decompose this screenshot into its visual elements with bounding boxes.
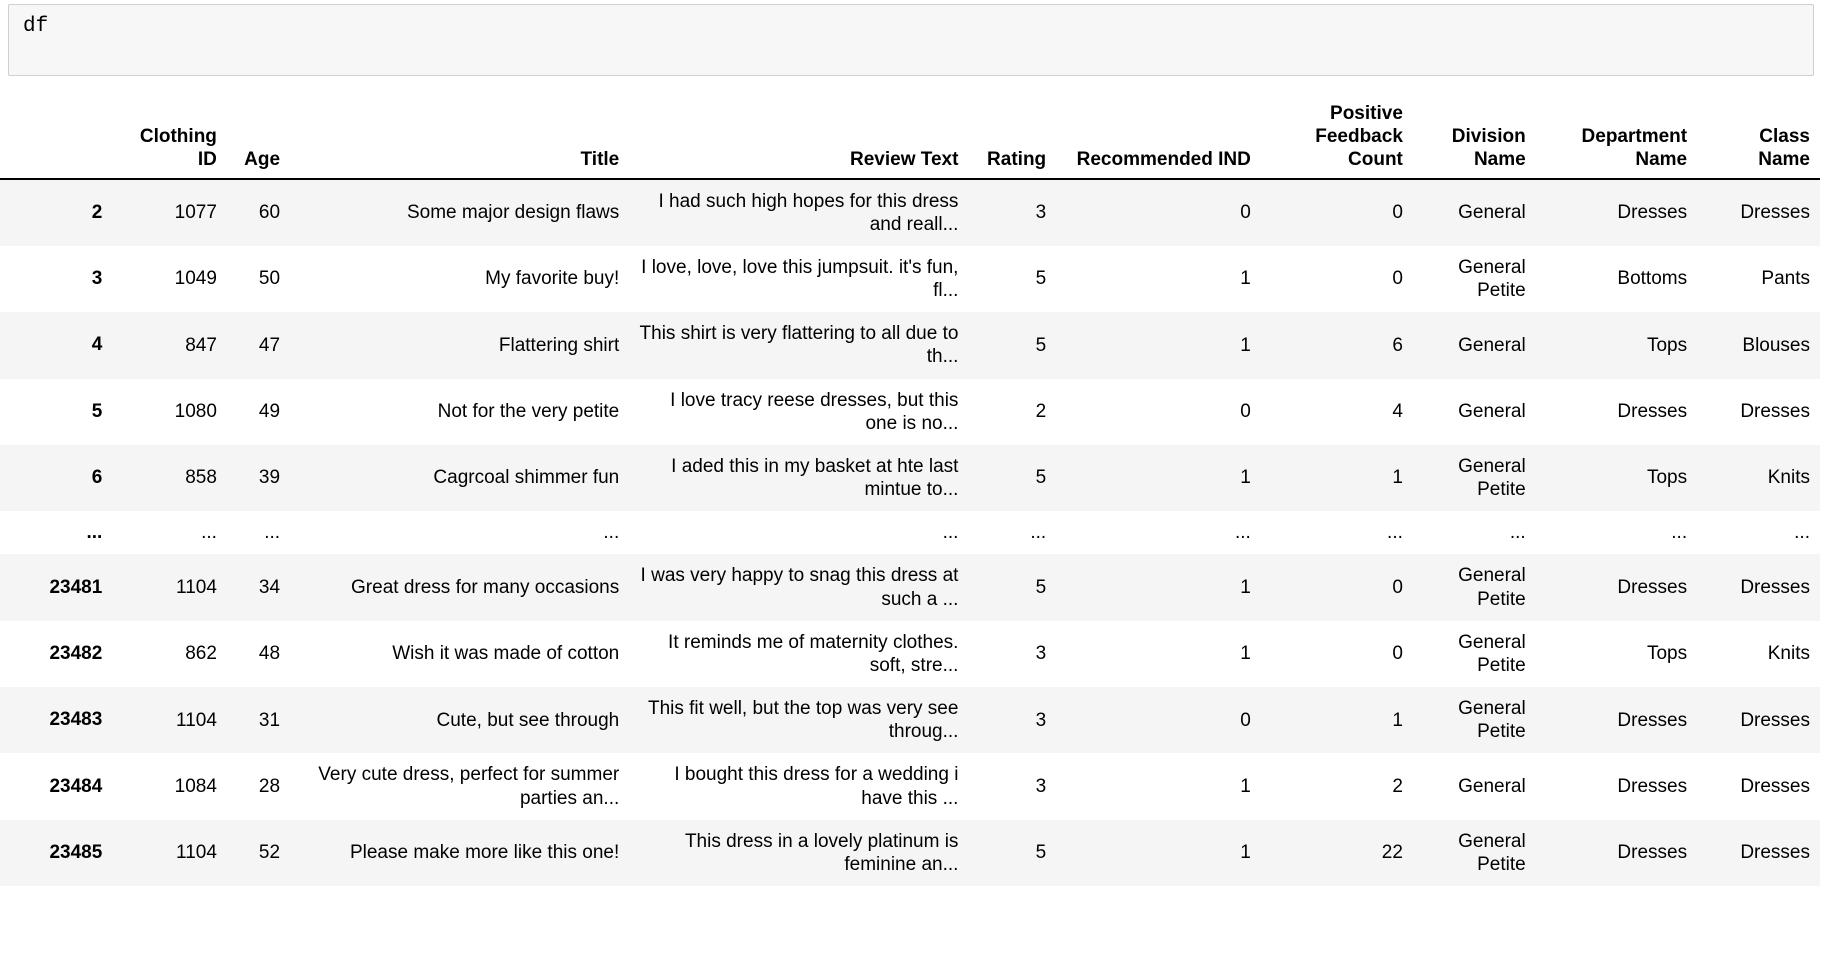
cell-review-text: I had such high hopes for this dress and reall... (629, 179, 968, 246)
cell-title: Cute, but see through (290, 687, 629, 753)
code-input[interactable]: df (23, 15, 49, 38)
cell-class-name: Dresses (1697, 820, 1820, 886)
cell-clothing-id: 847 (112, 312, 227, 378)
cell-rating: 3 (968, 687, 1056, 753)
cell-department-name: Dresses (1536, 820, 1697, 886)
row-index: 23484 (0, 753, 112, 819)
cell-recommended-ind: ... (1056, 511, 1261, 554)
column-header-clothing-id: Clothing ID (112, 96, 227, 179)
cell-title: Please make more like this one! (290, 820, 629, 886)
cell-class-name: Knits (1697, 621, 1820, 687)
cell-clothing-id: 1104 (112, 820, 227, 886)
cell-department-name: Tops (1536, 621, 1697, 687)
table-row (0, 554, 1820, 620)
cell-division-name: General Petite (1413, 246, 1536, 312)
cell-positive-feedback-count: ... (1261, 511, 1413, 554)
cell-class-name: Dresses (1697, 379, 1820, 445)
cell-positive-feedback-count: 22 (1261, 820, 1413, 886)
cell-positive-feedback-count: 0 (1261, 621, 1413, 687)
cell-title: Not for the very petite (290, 379, 629, 445)
table-row (0, 312, 1820, 378)
cell-review-text: I aded this in my basket at hte last mintue to... (629, 445, 968, 511)
row-index: 23481 (0, 554, 112, 620)
cell-department-name: Bottoms (1536, 246, 1697, 312)
cell-clothing-id: 1077 (112, 179, 227, 246)
column-header-rating: Rating (968, 96, 1056, 179)
cell-department-name: Dresses (1536, 379, 1697, 445)
row-index: ... (0, 511, 112, 554)
cell-positive-feedback-count: 6 (1261, 312, 1413, 378)
cell-department-name: Dresses (1536, 687, 1697, 753)
cell-rating: 5 (968, 312, 1056, 378)
cell-age: 39 (227, 445, 290, 511)
cell-rating: 2 (968, 379, 1056, 445)
column-header-positive-feedback-count: Positive Feedback Count (1261, 96, 1413, 179)
column-header-index (0, 96, 112, 179)
column-header-review-text: Review Text (629, 96, 968, 179)
cell-class-name: Dresses (1697, 554, 1820, 620)
cell-age: 49 (227, 379, 290, 445)
cell-positive-feedback-count: 1 (1261, 687, 1413, 753)
column-header-age: Age (227, 96, 290, 179)
row-index: 2 (0, 179, 112, 246)
cell-review-text: This shirt is very flattering to all due to th... (629, 312, 968, 378)
cell-department-name: Tops (1536, 312, 1697, 378)
cell-review-text: This fit well, but the top was very see throug... (629, 687, 968, 753)
cell-title: ... (290, 511, 629, 554)
table-row (0, 687, 1820, 753)
cell-positive-feedback-count: 0 (1261, 246, 1413, 312)
cell-rating: 3 (968, 621, 1056, 687)
header-row (0, 96, 1820, 179)
cell-title: Cagrcoal shimmer fun (290, 445, 629, 511)
cell-division-name: General Petite (1413, 621, 1536, 687)
cell-department-name: ... (1536, 511, 1697, 554)
cell-department-name: Dresses (1536, 554, 1697, 620)
table-row (0, 445, 1820, 511)
cell-clothing-id: 1049 (112, 246, 227, 312)
cell-title: Wish it was made of cotton (290, 621, 629, 687)
cell-title: Some major design flaws (290, 179, 629, 246)
cell-clothing-id: 858 (112, 445, 227, 511)
cell-recommended-ind: 1 (1056, 753, 1261, 819)
cell-recommended-ind: 0 (1056, 379, 1261, 445)
cell-review-text: I was very happy to snag this dress at such a ... (629, 554, 968, 620)
cell-positive-feedback-count: 2 (1261, 753, 1413, 819)
cell-recommended-ind: 1 (1056, 445, 1261, 511)
row-index: 5 (0, 379, 112, 445)
table-row (0, 246, 1820, 312)
cell-review-text: I love, love, love this jumpsuit. it's fun, fl... (629, 246, 968, 312)
cell-division-name: General Petite (1413, 445, 1536, 511)
cell-rating: 5 (968, 246, 1056, 312)
cell-class-name: Dresses (1697, 753, 1820, 819)
cell-recommended-ind: 1 (1056, 312, 1261, 378)
cell-class-name: Dresses (1697, 687, 1820, 753)
cell-clothing-id: 1104 (112, 687, 227, 753)
cell-division-name: General Petite (1413, 554, 1536, 620)
cell-class-name: Blouses (1697, 312, 1820, 378)
cell-division-name: General Petite (1413, 687, 1536, 753)
cell-positive-feedback-count: 1 (1261, 445, 1413, 511)
cell-age: 47 (227, 312, 290, 378)
cell-review-text: ... (629, 511, 968, 554)
table-row (0, 179, 1820, 246)
cell-positive-feedback-count: 0 (1261, 554, 1413, 620)
cell-division-name: General (1413, 379, 1536, 445)
table-row (0, 621, 1820, 687)
cell-rating: 5 (968, 820, 1056, 886)
cell-title: Great dress for many occasions (290, 554, 629, 620)
cell-title: Flattering shirt (290, 312, 629, 378)
cell-class-name: Dresses (1697, 179, 1820, 246)
cell-age: ... (227, 511, 290, 554)
column-header-department-name: Department Name (1536, 96, 1697, 179)
cell-recommended-ind: 1 (1056, 820, 1261, 886)
cell-division-name: ... (1413, 511, 1536, 554)
dataframe-header (0, 96, 1820, 179)
cell-clothing-id: 862 (112, 621, 227, 687)
cell-class-name: Pants (1697, 246, 1820, 312)
cell-review-text: This dress in a lovely platinum is feminine an... (629, 820, 968, 886)
cell-rating: 5 (968, 445, 1056, 511)
cell-age: 52 (227, 820, 290, 886)
cell-positive-feedback-count: 4 (1261, 379, 1413, 445)
cell-age: 48 (227, 621, 290, 687)
cell-class-name: Knits (1697, 445, 1820, 511)
cell-department-name: Dresses (1536, 753, 1697, 819)
column-header-class-name: Class Name (1697, 96, 1820, 179)
cell-rating: 3 (968, 179, 1056, 246)
cell-review-text: I love tracy reese dresses, but this one is no... (629, 379, 968, 445)
cell-department-name: Tops (1536, 445, 1697, 511)
cell-positive-feedback-count: 0 (1261, 179, 1413, 246)
cell-rating: ... (968, 511, 1056, 554)
row-index: 23482 (0, 621, 112, 687)
cell-division-name: General Petite (1413, 820, 1536, 886)
cell-title: My favorite buy! (290, 246, 629, 312)
cell-clothing-id: 1104 (112, 554, 227, 620)
cell-title: Very cute dress, perfect for summer parties an... (290, 753, 629, 819)
table-row (0, 820, 1820, 886)
cell-review-text: I bought this dress for a wedding i have this ... (629, 753, 968, 819)
notebook-input-cell[interactable] (8, 4, 1814, 76)
column-header-recommended-ind: Recommended IND (1056, 96, 1261, 179)
cell-age: 50 (227, 246, 290, 312)
cell-class-name: ... (1697, 511, 1820, 554)
cell-clothing-id: 1084 (112, 753, 227, 819)
cell-rating: 3 (968, 753, 1056, 819)
cell-clothing-id: ... (112, 511, 227, 554)
cell-age: 31 (227, 687, 290, 753)
table-row (0, 511, 1820, 554)
cell-division-name: General (1413, 312, 1536, 378)
row-index: 23485 (0, 820, 112, 886)
row-index: 6 (0, 445, 112, 511)
cell-age: 28 (227, 753, 290, 819)
cell-clothing-id: 1080 (112, 379, 227, 445)
table-row (0, 753, 1820, 819)
dataframe-body (0, 179, 1820, 887)
cell-division-name: General (1413, 753, 1536, 819)
column-header-division-name: Division Name (1413, 96, 1536, 179)
cell-review-text: It reminds me of maternity clothes. soft, stre... (629, 621, 968, 687)
cell-department-name: Dresses (1536, 179, 1697, 246)
table-row (0, 379, 1820, 445)
cell-recommended-ind: 0 (1056, 687, 1261, 753)
column-header-title: Title (290, 96, 629, 179)
cell-recommended-ind: 0 (1056, 179, 1261, 246)
notebook-output-area (0, 96, 1828, 886)
cell-recommended-ind: 1 (1056, 246, 1261, 312)
cell-recommended-ind: 1 (1056, 554, 1261, 620)
row-index: 23483 (0, 687, 112, 753)
row-index: 3 (0, 246, 112, 312)
cell-age: 34 (227, 554, 290, 620)
cell-division-name: General (1413, 179, 1536, 246)
dataframe-table (0, 96, 1820, 886)
cell-rating: 5 (968, 554, 1056, 620)
row-index: 4 (0, 312, 112, 378)
cell-recommended-ind: 1 (1056, 621, 1261, 687)
cell-age: 60 (227, 179, 290, 246)
